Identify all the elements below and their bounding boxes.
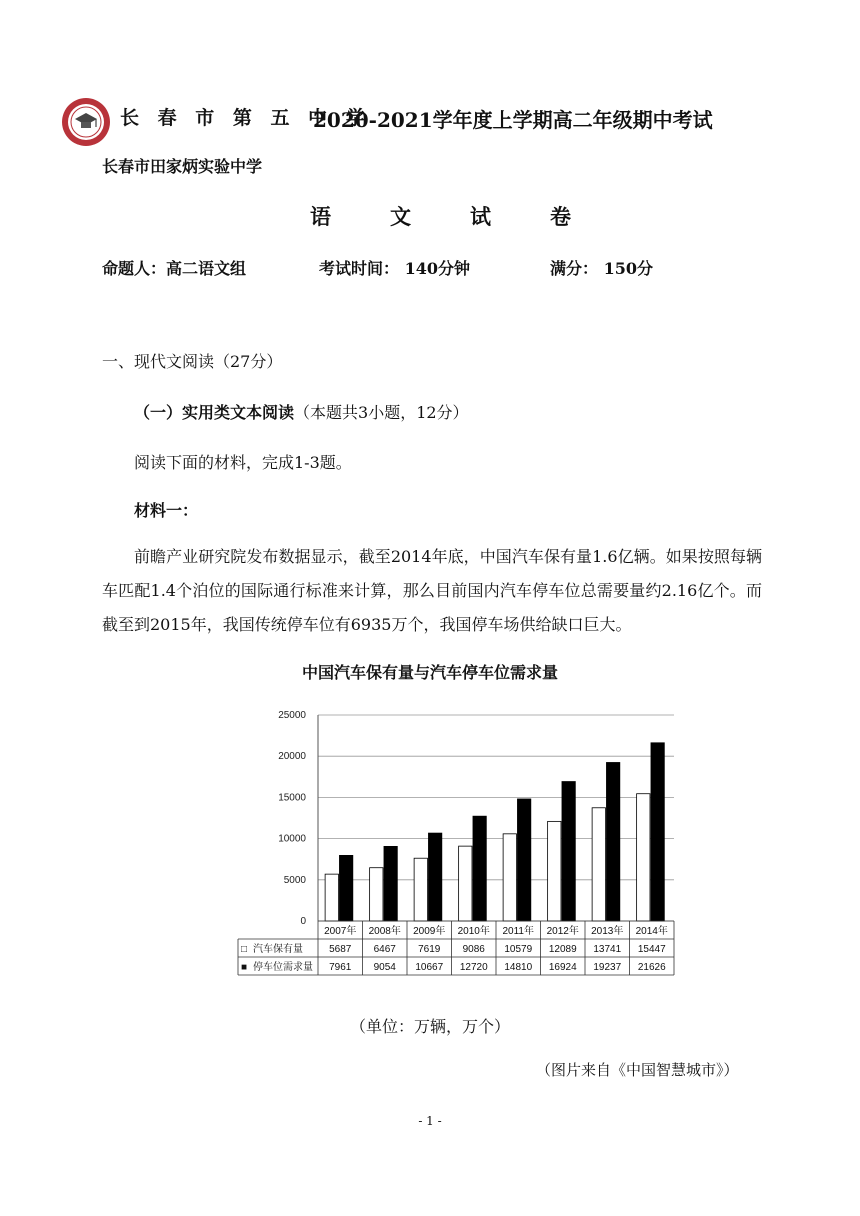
bar-parking-demand (517, 799, 530, 921)
chart-title: 中国汽车保有量与汽车停车位需求量 (301, 663, 558, 682)
bar-parking-demand (651, 743, 664, 921)
x-tick-label: 2012年 (546, 926, 579, 937)
exam-title: 2020-2021学年度上学期高二年级期中考试 (313, 108, 713, 132)
data-label: 14810 (504, 962, 533, 973)
unit-note: （单位：万辆，万个） (349, 1017, 510, 1036)
school-name-secondary: 长春市田家炳实验中学 (102, 157, 263, 176)
exam-author: 命题人：高二语文组 (102, 259, 247, 278)
paper-subject-title (310, 201, 630, 231)
bar-parking-demand (606, 762, 619, 921)
x-tick-label: 2007年 (324, 926, 357, 937)
bar-car-ownership (548, 821, 561, 921)
x-tick-label: 2009年 (413, 926, 446, 937)
legend-series-name: 停车位需求量 (253, 962, 313, 973)
bar-parking-demand (473, 816, 486, 921)
bar-parking-demand (428, 833, 441, 921)
page-number: - 1 - (418, 1114, 442, 1128)
y-tick-label: 5000 (283, 874, 306, 886)
school-emblem-icon (60, 96, 112, 148)
data-label: 9086 (462, 944, 485, 955)
bar-car-ownership (637, 794, 650, 921)
bar-parking-demand (562, 782, 575, 921)
y-tick-label: 20000 (278, 751, 306, 763)
instruction: 阅读下面的材料，完成1-3题。 (134, 453, 352, 472)
bar-car-ownership (325, 874, 338, 921)
y-tick-label: 0 (300, 916, 306, 927)
bar-car-ownership (414, 858, 427, 921)
x-tick-label: 2013年 (591, 926, 624, 937)
y-tick-label: 25000 (278, 710, 306, 721)
data-label: 5687 (329, 944, 352, 955)
source-note: （图片来自《中国智慧城市》） (536, 1061, 739, 1079)
data-label: 15447 (637, 944, 666, 955)
y-tick-label: 10000 (278, 833, 306, 845)
data-label: 10667 (415, 962, 444, 973)
x-tick-label: 2010年 (457, 926, 490, 937)
section-title: 一、现代文阅读（27分） (102, 352, 283, 371)
data-label: 10579 (504, 944, 533, 955)
subject-char: 语 (310, 204, 331, 229)
bar-car-ownership (459, 846, 472, 921)
exam-time: 考试时间： 140分钟 (319, 259, 470, 278)
material-label: 材料一： (134, 501, 199, 520)
bar-car-ownership (592, 808, 605, 921)
bar-chart (226, 705, 676, 985)
data-label: 21626 (637, 962, 666, 973)
x-tick-label: 2011年 (502, 926, 535, 937)
bar-car-ownership (370, 868, 383, 921)
subsection-title (134, 400, 469, 423)
subject-char: 试 (470, 204, 491, 229)
data-label: 7619 (418, 944, 441, 955)
subsection-note: （本题共3小题，12分） (294, 403, 469, 422)
bar-car-ownership (503, 834, 516, 921)
data-label: 19237 (593, 962, 622, 973)
legend-marker: ■ (241, 962, 248, 973)
x-tick-label: 2014年 (635, 926, 668, 937)
subject-char: 卷 (550, 204, 571, 229)
bar-parking-demand (384, 846, 397, 921)
data-label: 13741 (593, 944, 622, 955)
data-label: 9054 (373, 962, 396, 973)
data-label: 7961 (329, 962, 352, 973)
material-paragraph (102, 540, 762, 642)
exam-score: 满分： 150分 (550, 259, 653, 278)
data-label: 6467 (373, 944, 396, 955)
bar-parking-demand (339, 855, 352, 921)
subject-char: 文 (390, 204, 411, 229)
legend-series-name: 汽车保有量 (253, 944, 303, 955)
y-tick-label: 15000 (278, 792, 306, 804)
legend-marker: □ (241, 944, 248, 955)
school-name-primary: 长 春 市 第 五 中 学 (120, 107, 371, 129)
paragraph-text: 前瞻产业研究院发布数据显示，截至2014年底，中国汽车保有量1.6亿辆。如果按照每辆车匹配1.4个泊位的国际通行标准来计算，那么目前国内汽车停车位总需要量约2.16亿个。而截至到2015年，我国传统停车位有6935万个，我国停车场供给缺口巨大。 (102, 547, 762, 634)
x-tick-label: 2008年 (368, 926, 401, 937)
data-label: 12089 (548, 944, 577, 955)
data-label: 16924 (548, 962, 577, 973)
data-label: 12720 (459, 962, 488, 973)
subsection-name: （一）实用类文本阅读 (134, 403, 295, 422)
